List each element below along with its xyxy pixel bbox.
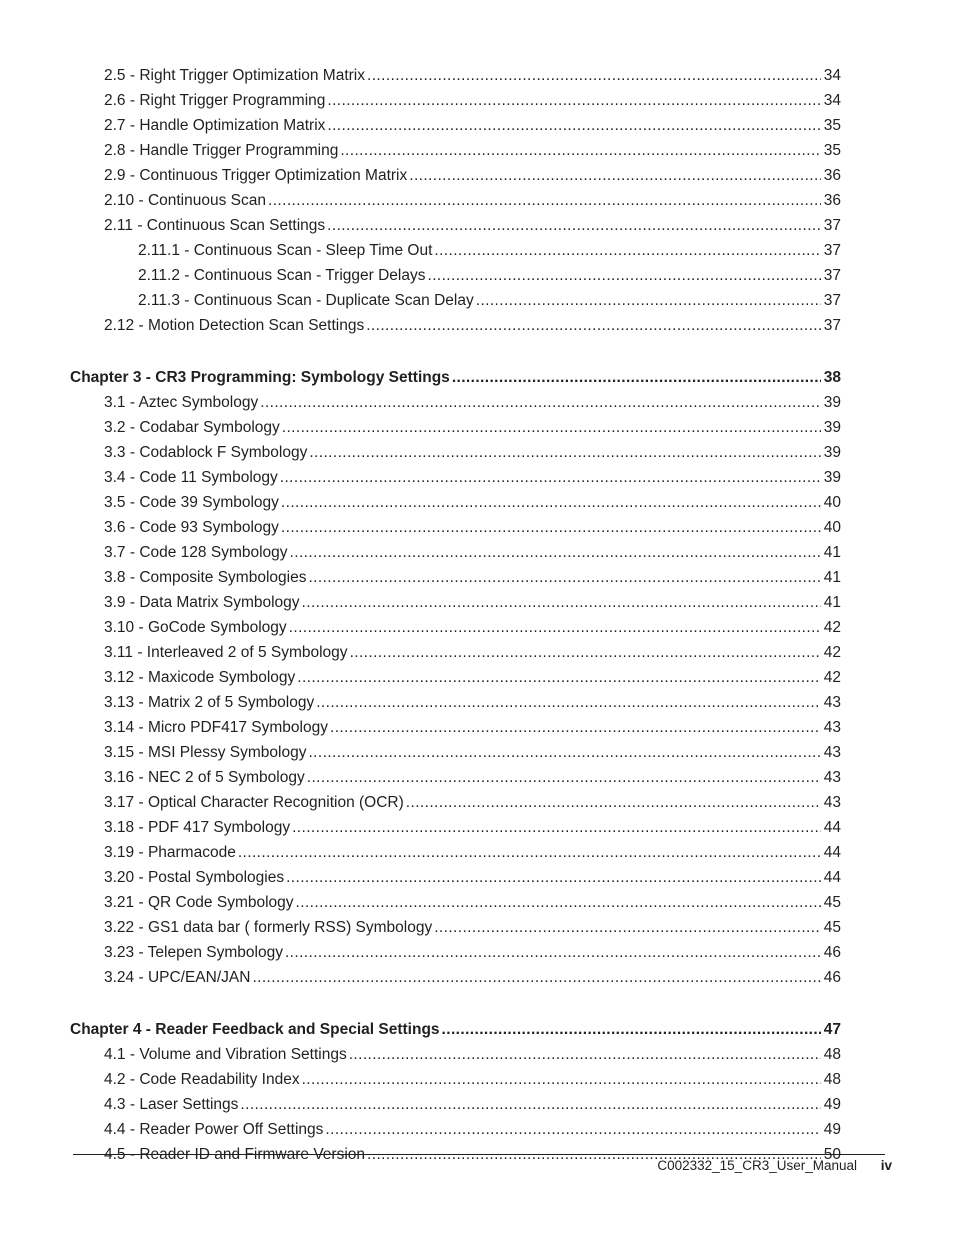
- toc-entry-label: 2.6 - Right Trigger Programming: [104, 92, 326, 109]
- toc-entry[interactable]: [104, 116, 841, 136]
- toc-entry-page: 35: [823, 142, 841, 159]
- toc-entry-label: 3.6 - Code 93 Symbology: [104, 519, 279, 536]
- toc-entry-page: 48: [823, 1071, 841, 1088]
- toc-entry-label: 3.10 - GoCode Symbology: [104, 619, 287, 636]
- toc-entry-page: 47: [823, 1021, 841, 1038]
- toc-entry[interactable]: [104, 1070, 841, 1090]
- dot-leader: [252, 968, 820, 988]
- toc-entry-page: 39: [823, 394, 841, 411]
- toc-entry-page: 37: [823, 292, 841, 309]
- dot-leader: [260, 393, 821, 413]
- toc-entry-label: Chapter 4 - Reader Feedback and Special Settings: [70, 1021, 440, 1038]
- toc-entry-label: 4.3 - Laser Settings: [104, 1096, 239, 1113]
- toc-entry[interactable]: [104, 893, 841, 913]
- toc-entry-label: 3.12 - Maxicode Symbology: [104, 669, 296, 686]
- toc-entry-page: 35: [823, 117, 841, 134]
- toc-entry[interactable]: [104, 668, 841, 688]
- dot-leader: [427, 266, 820, 286]
- toc-entry-label: 2.8 - Handle Trigger Programming: [104, 142, 339, 159]
- toc-entry-label: 2.11.2 - Continuous Scan - Trigger Delays: [138, 267, 426, 284]
- toc-entry[interactable]: [104, 843, 841, 863]
- toc-entry[interactable]: [104, 793, 841, 813]
- toc-entry-label: 2.7 - Handle Optimization Matrix: [104, 117, 326, 134]
- toc-chapter-entry[interactable]: [70, 1020, 841, 1040]
- toc-entry-page: 34: [823, 67, 841, 84]
- dot-leader: [406, 793, 821, 813]
- toc-entry-label: 2.12 - Motion Detection Scan Settings: [104, 317, 365, 334]
- toc-entry-label: 4.4 - Reader Power Off Settings: [104, 1121, 324, 1138]
- dot-leader: [476, 291, 821, 311]
- toc-entry[interactable]: [104, 818, 841, 838]
- toc-entry-label: 2.5 - Right Trigger Optimization Matrix: [104, 67, 366, 84]
- dot-leader: [330, 718, 821, 738]
- dot-leader: [238, 843, 821, 863]
- dot-leader: [452, 368, 821, 388]
- toc-entry[interactable]: [104, 141, 841, 161]
- toc-entry[interactable]: [104, 968, 841, 988]
- toc-entry[interactable]: [104, 743, 841, 763]
- dot-leader: [325, 1120, 820, 1140]
- dot-leader: [292, 818, 821, 838]
- toc-entry[interactable]: [104, 166, 841, 186]
- toc-entry[interactable]: [104, 618, 841, 638]
- toc-entry[interactable]: [104, 643, 841, 663]
- toc-entry[interactable]: [104, 868, 841, 888]
- toc-entry-label: 3.24 - UPC/EAN/JAN: [104, 969, 251, 986]
- toc-entry-label: 3.22 - GS1 data bar ( formerly RSS) Symbology: [104, 919, 433, 936]
- toc-entry[interactable]: [104, 393, 841, 413]
- toc-entry-label: 3.9 - Data Matrix Symbology: [104, 594, 300, 611]
- toc-entry-page: 48: [823, 1046, 841, 1063]
- toc-entry-page: 39: [823, 444, 841, 461]
- dot-leader: [290, 543, 821, 563]
- dot-leader: [280, 468, 821, 488]
- toc-entry-page: 43: [823, 744, 841, 761]
- toc-entry-page: 37: [823, 317, 841, 334]
- dot-leader: [281, 518, 821, 538]
- toc-entry-page: 39: [823, 469, 841, 486]
- toc-entry[interactable]: [104, 216, 841, 236]
- toc-entry-label: Chapter 3 - CR3 Programming: Symbology Settings: [70, 369, 450, 386]
- toc-entry[interactable]: [104, 1045, 841, 1065]
- toc-entry-page: 45: [823, 919, 841, 936]
- toc-entry-label: 3.16 - NEC 2 of 5 Symbology: [104, 769, 305, 786]
- toc-entry-label: 2.11.1 - Continuous Scan - Sleep Time Out: [138, 242, 433, 259]
- toc-entry[interactable]: [104, 66, 841, 86]
- toc-entry-page: 46: [823, 969, 841, 986]
- toc-entry[interactable]: [104, 1120, 841, 1140]
- toc-entry-label: 3.18 - PDF 417 Symbology: [104, 819, 291, 836]
- toc-entry-page: 50: [823, 1146, 841, 1163]
- dot-leader: [309, 443, 820, 463]
- footer-divider: [73, 1154, 885, 1155]
- toc-entry[interactable]: [138, 241, 841, 261]
- toc-entry[interactable]: [104, 718, 841, 738]
- toc-entry-page: 45: [823, 894, 841, 911]
- toc-entry-label: 3.17 - Optical Character Recognition (OCR): [104, 794, 404, 811]
- toc-entry-label: 3.21 - QR Code Symbology: [104, 894, 294, 911]
- toc-entry-label: 4.1 - Volume and Vibration Settings: [104, 1046, 347, 1063]
- dot-leader: [296, 893, 821, 913]
- toc-entry[interactable]: [104, 443, 841, 463]
- toc-entry-page: 43: [823, 794, 841, 811]
- dot-leader: [434, 918, 821, 938]
- toc-entry-label: 3.2 - Codabar Symbology: [104, 419, 280, 436]
- toc-entry-page: 43: [823, 719, 841, 736]
- toc-entry-label: 3.13 - Matrix 2 of 5 Symbology: [104, 694, 315, 711]
- dot-leader: [442, 1020, 821, 1040]
- toc-entry-page: 37: [823, 267, 841, 284]
- toc-entry[interactable]: [104, 91, 841, 111]
- toc-entry-page: 44: [823, 844, 841, 861]
- toc-entry[interactable]: [104, 191, 841, 211]
- dot-leader: [308, 743, 820, 763]
- toc-entry-label: 2.11 - Continuous Scan Settings: [104, 217, 326, 234]
- toc-entry-label: 3.23 - Telepen Symbology: [104, 944, 283, 961]
- dot-leader: [268, 191, 821, 211]
- dot-leader: [327, 216, 821, 236]
- toc-entry[interactable]: [104, 543, 841, 563]
- toc-entry-page: 41: [823, 544, 841, 561]
- footer-document-id: C002332_15_CR3_User_Manual: [657, 1158, 857, 1173]
- dot-leader: [409, 166, 821, 186]
- toc-entry-page: 41: [823, 594, 841, 611]
- toc-entry-page: 49: [823, 1096, 841, 1113]
- toc-chapter-entry[interactable]: [70, 368, 841, 388]
- toc-entry-page: 36: [823, 167, 841, 184]
- toc-entry-label: 2.10 - Continuous Scan: [104, 192, 266, 209]
- toc-entry-label: 3.7 - Code 128 Symbology: [104, 544, 288, 561]
- toc-entry-page: 37: [823, 242, 841, 259]
- toc-entry-page: 42: [823, 619, 841, 636]
- toc-entry-page: 46: [823, 944, 841, 961]
- toc-entry-label: 3.4 - Code 11 Symbology: [104, 469, 278, 486]
- toc-entry-label: 3.8 - Composite Symbologies: [104, 569, 307, 586]
- toc-entry-page: 43: [823, 769, 841, 786]
- toc-entry-page: 39: [823, 419, 841, 436]
- toc-entry-label: 3.15 - MSI Plessy Symbology: [104, 744, 307, 761]
- dot-leader: [367, 66, 821, 86]
- toc-entry-label: 4.5 - Reader ID and Firmware Version: [104, 1146, 366, 1163]
- footer-page-number: iv: [880, 1158, 892, 1173]
- toc-entry-page: 43: [823, 694, 841, 711]
- toc-entry-page: 41: [823, 569, 841, 586]
- toc-entry-label: 3.19 - Pharmacode: [104, 844, 236, 861]
- toc-entry[interactable]: [104, 493, 841, 513]
- dot-leader: [240, 1095, 820, 1115]
- toc-entry-page: 42: [823, 644, 841, 661]
- toc-entry-label: 3.14 - Micro PDF417 Symbology: [104, 719, 328, 736]
- toc-entry-page: 49: [823, 1121, 841, 1138]
- toc-entry-label: 4.2 - Code Readability Index: [104, 1071, 300, 1088]
- toc-entry[interactable]: [104, 418, 841, 438]
- dot-leader: [316, 693, 821, 713]
- dot-leader: [285, 943, 821, 963]
- toc-entry-label: 2.9 - Continuous Trigger Optimization Matrix: [104, 167, 408, 184]
- toc-entry-page: 36: [823, 192, 841, 209]
- dot-leader: [286, 868, 821, 888]
- toc-entry[interactable]: [104, 518, 841, 538]
- dot-leader: [282, 418, 821, 438]
- dot-leader: [434, 241, 820, 261]
- toc-entry[interactable]: [104, 468, 841, 488]
- toc-entry-label: 3.11 - Interleaved 2 of 5 Symbology: [104, 644, 348, 661]
- toc-entry[interactable]: [104, 593, 841, 613]
- dot-leader: [302, 1070, 821, 1090]
- toc-entry-page: 38: [823, 369, 841, 386]
- toc-entry-page: 37: [823, 217, 841, 234]
- toc-entry[interactable]: [138, 291, 841, 311]
- dot-leader: [308, 568, 820, 588]
- toc-entry-page: 44: [823, 819, 841, 836]
- toc-entry[interactable]: [104, 943, 841, 963]
- toc-entry-page: 40: [823, 519, 841, 536]
- toc-entry-page: 40: [823, 494, 841, 511]
- dot-leader: [281, 493, 821, 513]
- dot-leader: [349, 1045, 821, 1065]
- dot-leader: [297, 668, 820, 688]
- toc-entry-label: 3.5 - Code 39 Symbology: [104, 494, 279, 511]
- toc-entry[interactable]: [104, 918, 841, 938]
- toc-entry[interactable]: [104, 568, 841, 588]
- toc-entry-label: 3.3 - Codablock F Symbology: [104, 444, 308, 461]
- dot-leader: [302, 593, 821, 613]
- toc-entry[interactable]: [104, 693, 841, 713]
- dot-leader: [289, 618, 821, 638]
- toc-entry[interactable]: [104, 768, 841, 788]
- toc-entry-page: 44: [823, 869, 841, 886]
- toc-entry[interactable]: [104, 316, 841, 336]
- dot-leader: [366, 316, 821, 336]
- toc-entry-page: 42: [823, 669, 841, 686]
- dot-leader: [327, 116, 820, 136]
- toc-entry-label: 2.11.3 - Continuous Scan - Duplicate Scan Delay: [138, 292, 474, 309]
- toc-entry-page: 34: [823, 92, 841, 109]
- toc-entry-label: 3.1 - Aztec Symbology: [104, 394, 259, 411]
- toc-entry-label: 3.20 - Postal Symbologies: [104, 869, 285, 886]
- dot-leader: [350, 643, 821, 663]
- dot-leader: [327, 91, 820, 111]
- toc-entry[interactable]: [104, 1095, 841, 1115]
- toc-entry[interactable]: [138, 266, 841, 286]
- dot-leader: [340, 141, 820, 161]
- dot-leader: [307, 768, 821, 788]
